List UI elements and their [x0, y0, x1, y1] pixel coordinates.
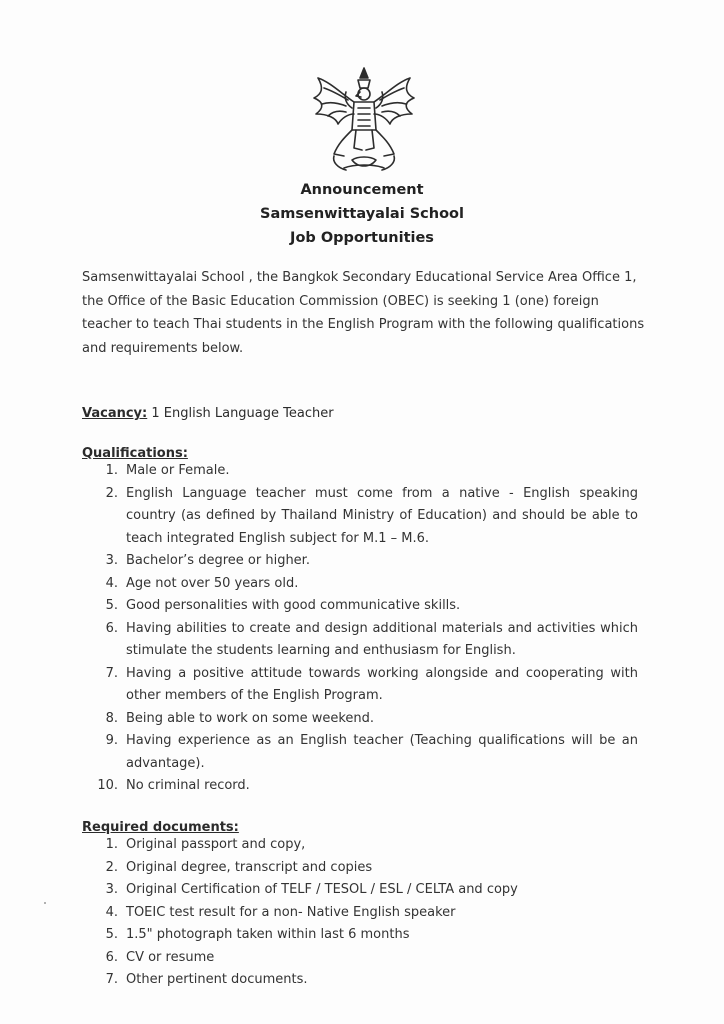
item-number: 3.	[105, 882, 118, 897]
item-number: 10.	[97, 778, 118, 793]
item-number: 6.	[105, 949, 118, 965]
item-text: Original passport and copy,	[126, 837, 306, 852]
item-number: 5.	[105, 598, 118, 613]
item-number: 2.	[105, 859, 118, 875]
vacancy-label: Vacancy:	[82, 406, 148, 421]
item-text: TOEIC test result for a non- Native English speaker	[126, 904, 456, 920]
list-item	[82, 879, 638, 902]
announcement-heading	[0, 178, 724, 250]
list-item	[82, 573, 638, 596]
item-number: 2.	[105, 485, 118, 501]
item-number: 7.	[105, 972, 118, 987]
item-text: Having a positive attitude towards working alongside and cooperating with other members of the English Program.	[126, 665, 638, 703]
item-text: CV or resume	[126, 949, 215, 965]
item-text: Original degree, transcript and copies	[126, 859, 373, 875]
vacancy-line	[82, 404, 334, 424]
item-number: 9.	[105, 733, 118, 748]
list-item	[82, 550, 638, 573]
item-text: No criminal record.	[126, 778, 250, 793]
item-text: Having abilities to create and design additional materials and activities which stimulate the students learning and enthusiasm for English.	[126, 620, 638, 658]
scan-speck	[44, 902, 46, 904]
heading-school: Samsenwittayalai School	[260, 206, 464, 222]
item-number: 7.	[105, 665, 118, 681]
heading-title: Announcement	[300, 182, 424, 198]
item-text: Original Certification of TELF / TESOL / ESL / CELTA and copy	[126, 882, 518, 897]
documents-title: Required documents:	[82, 820, 239, 835]
list-item	[82, 924, 638, 947]
intro-paragraph: Samsenwittayalai School , the Bangkok Secondary Educational Service Area Office 1, the Office of the Basic Education Commission (OBEC) is seeking 1 (one) foreign teacher to teach Thai students in the English Program with the following qualifications and requirements below.	[82, 270, 645, 356]
item-number: 3.	[105, 553, 118, 568]
list-item	[82, 969, 638, 992]
list-item	[82, 902, 638, 925]
item-text: Male or Female.	[126, 463, 230, 478]
item-number: 8.	[105, 710, 118, 726]
item-number: 4.	[105, 575, 118, 591]
list-item	[82, 595, 638, 618]
item-text: Being able to work on some weekend.	[126, 710, 375, 726]
documents-list	[82, 834, 638, 992]
heading-subtitle: Job Opportunities	[290, 230, 434, 246]
item-text: Other pertinent documents.	[126, 972, 308, 987]
item-text: Age not over 50 years old.	[126, 575, 299, 591]
garuda-emblem-icon	[308, 64, 420, 176]
item-text: Having experience as an English teacher (Teaching qualifications will be an advantage).	[126, 733, 638, 771]
vacancy-value: 1 English Language Teacher	[147, 406, 334, 421]
list-item	[82, 483, 638, 551]
list-item	[82, 857, 638, 880]
item-text: English Language teacher must come from a native - English speaking country (as defined by Thailand Ministry of Education) and should be able to teach integrated English subject for M.1 – M.6.	[126, 485, 638, 546]
list-item	[82, 663, 638, 708]
item-number: 1.	[105, 837, 118, 852]
list-item	[82, 834, 638, 857]
list-item	[82, 708, 638, 731]
qualifications-title: Qualifications:	[82, 446, 188, 461]
item-number: 5.	[105, 927, 118, 942]
item-number: 4.	[105, 904, 118, 920]
item-text: 1.5" photograph taken within last 6 months	[126, 927, 410, 942]
list-item	[82, 947, 638, 970]
item-number: 6.	[105, 620, 118, 636]
list-item	[82, 618, 638, 663]
list-item	[82, 775, 638, 798]
qualifications-list	[82, 460, 638, 798]
list-item	[82, 460, 638, 483]
item-text: Good personalities with good communicative skills.	[126, 598, 461, 613]
list-item	[82, 730, 638, 775]
item-number: 1.	[105, 463, 118, 478]
item-text: Bachelor’s degree or higher.	[126, 553, 310, 568]
